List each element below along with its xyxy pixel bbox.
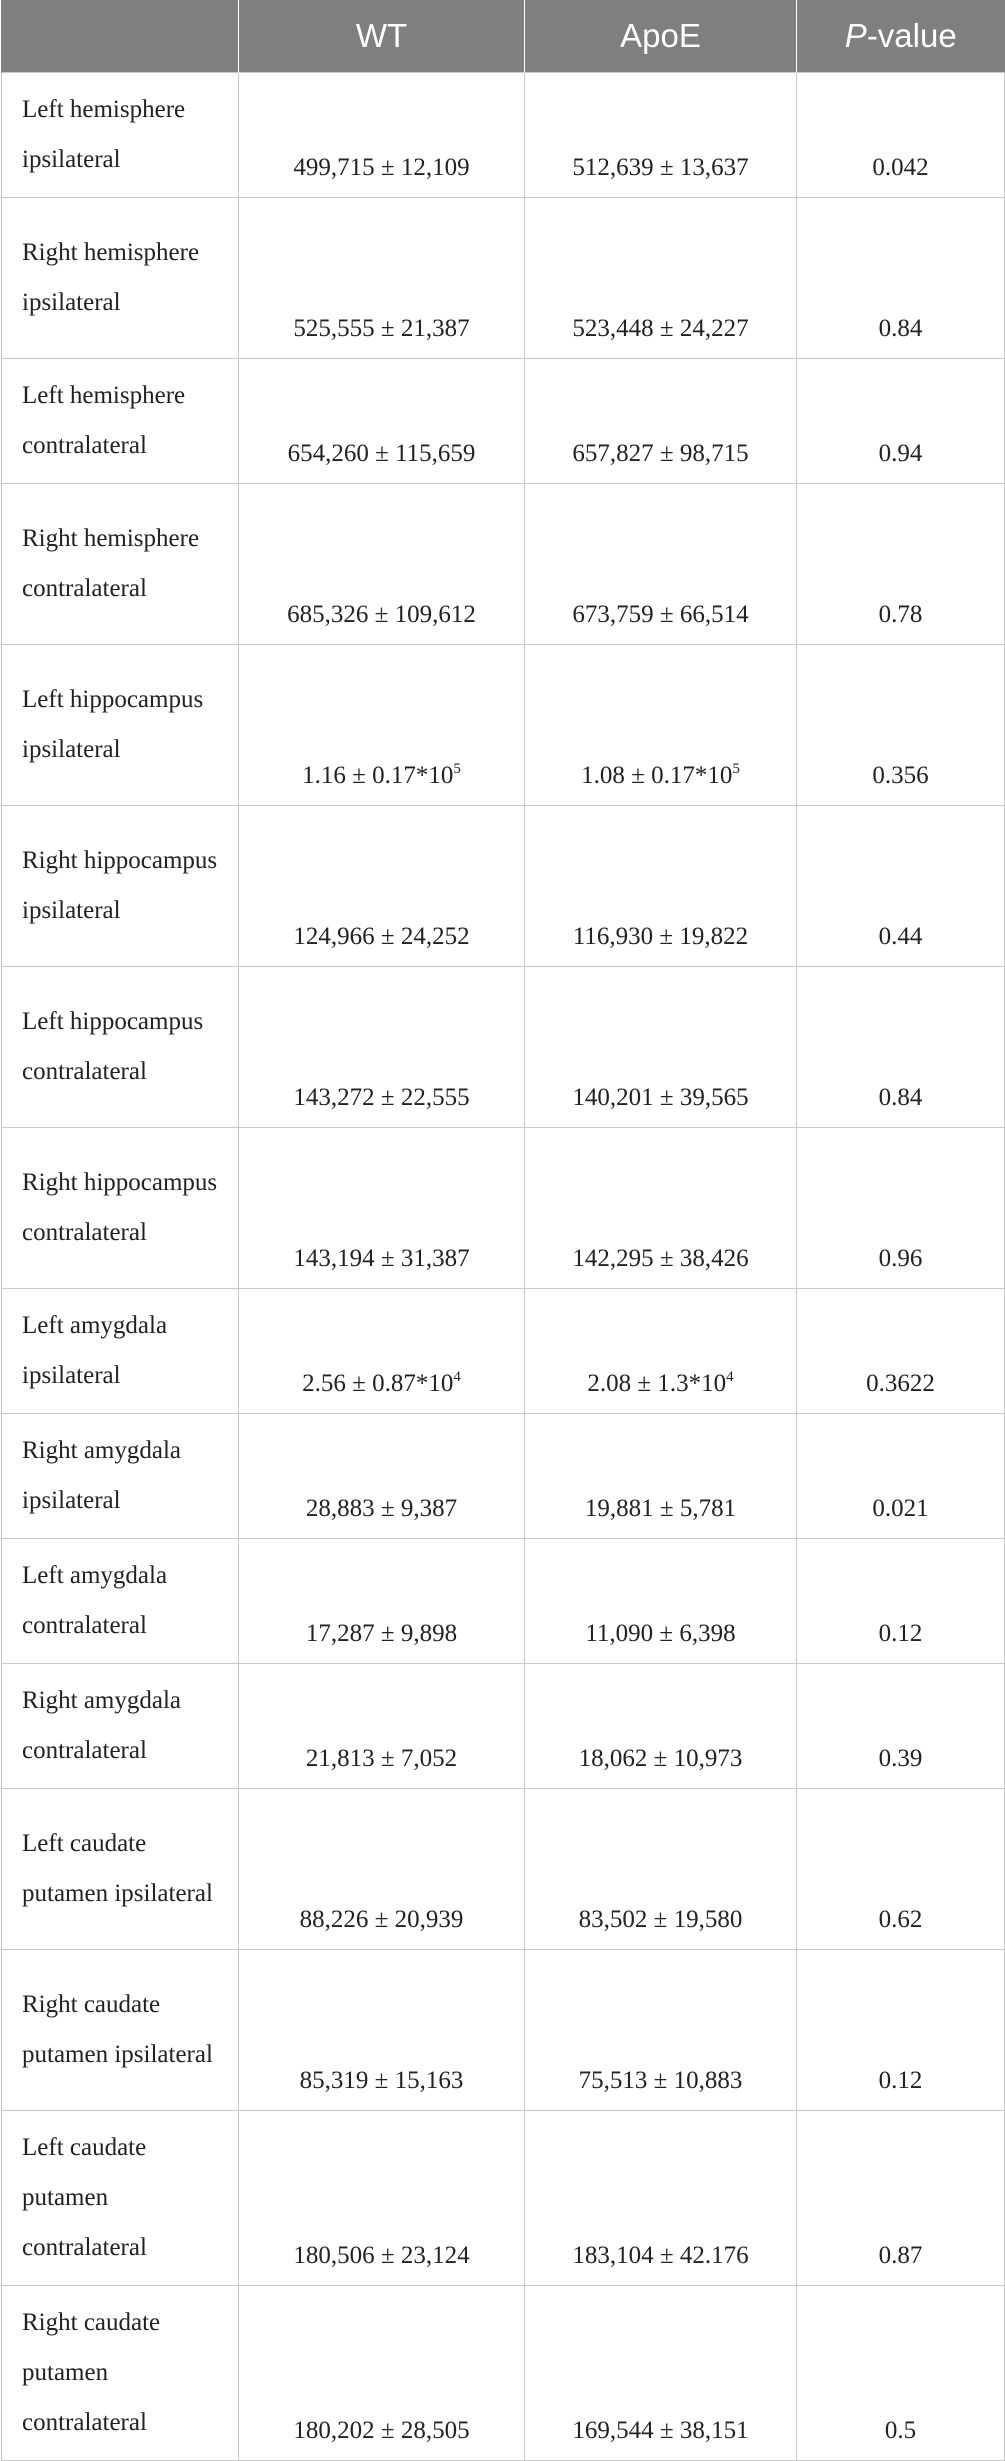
header-apoe: ApoE (525, 0, 797, 73)
table-row (2, 198, 1005, 359)
region-cell: Right caudate putamen ipsilateral (2, 1950, 239, 2111)
wt-exponent: 4 (453, 1369, 461, 1385)
region-cell: Left hippocampus ipsilateral (2, 645, 239, 806)
table-row (2, 1950, 1005, 2111)
table-row (2, 1789, 1005, 1950)
p-value-cell: 0.39 (797, 1664, 1005, 1789)
region-cell: Right amygdala ipsilateral (2, 1414, 239, 1539)
table-row (2, 73, 1005, 198)
wt-cell: 88,226 ± 20,939 (239, 1789, 525, 1950)
apoe-cell (525, 645, 797, 806)
region-cell: Left amygdala ipsilateral (2, 1289, 239, 1414)
p-value-cell: 0.87 (797, 2111, 1005, 2286)
apoe-base: 1.08 ± 0.17*10 (581, 762, 733, 789)
p-value-cell: 0.12 (797, 1950, 1005, 2111)
header-region (2, 0, 239, 73)
header-p-italic: P (844, 17, 867, 54)
table-row (2, 967, 1005, 1128)
data-table (1, 0, 1005, 2461)
table-row (2, 1539, 1005, 1664)
apoe-exponent: 5 (732, 761, 740, 777)
wt-cell (239, 645, 525, 806)
header-row (2, 0, 1005, 73)
table-row (2, 1289, 1005, 1414)
region-cell: Left caudate putamen ipsilateral (2, 1789, 239, 1950)
apoe-cell: 19,881 ± 5,781 (525, 1414, 797, 1539)
region-cell: Left hippocampus contralateral (2, 967, 239, 1128)
apoe-cell: 18,062 ± 10,973 (525, 1664, 797, 1789)
apoe-cell: 512,639 ± 13,637 (525, 73, 797, 198)
region-cell: Left hemisphere ipsilateral (2, 73, 239, 198)
wt-cell: 499,715 ± 12,109 (239, 73, 525, 198)
wt-cell: 685,326 ± 109,612 (239, 484, 525, 645)
region-cell: Right hemisphere ipsilateral (2, 198, 239, 359)
table-header (2, 0, 1005, 73)
header-p-value (797, 0, 1005, 73)
wt-cell: 525,555 ± 21,387 (239, 198, 525, 359)
region-cell: Left amygdala contralateral (2, 1539, 239, 1664)
wt-cell: 180,506 ± 23,124 (239, 2111, 525, 2286)
p-value-cell: 0.5 (797, 2286, 1005, 2461)
wt-cell: 143,272 ± 22,555 (239, 967, 525, 1128)
region-cell: Right hippocampus contralateral (2, 1128, 239, 1289)
table-row (2, 806, 1005, 967)
region-cell: Right hippocampus ipsilateral (2, 806, 239, 967)
apoe-cell: 183,104 ± 42.176 (525, 2111, 797, 2286)
table-row (2, 1664, 1005, 1789)
p-value-cell: 0.12 (797, 1539, 1005, 1664)
p-value-cell: 0.3622 (797, 1289, 1005, 1414)
apoe-cell: 83,502 ± 19,580 (525, 1789, 797, 1950)
wt-cell: 85,319 ± 15,163 (239, 1950, 525, 2111)
p-value-cell: 0.62 (797, 1789, 1005, 1950)
apoe-cell: 11,090 ± 6,398 (525, 1539, 797, 1664)
wt-base: 1.16 ± 0.17*10 (302, 762, 454, 789)
apoe-cell: 169,544 ± 38,151 (525, 2286, 797, 2461)
table-row (2, 2111, 1005, 2286)
wt-cell: 180,202 ± 28,505 (239, 2286, 525, 2461)
header-wt: WT (239, 0, 525, 73)
table-row (2, 1414, 1005, 1539)
apoe-cell: 75,513 ± 10,883 (525, 1950, 797, 2111)
p-value-cell: 0.96 (797, 1128, 1005, 1289)
table-row (2, 484, 1005, 645)
table-row (2, 645, 1005, 806)
wt-cell: 124,966 ± 24,252 (239, 806, 525, 967)
wt-exponent: 5 (453, 761, 461, 777)
wt-cell: 28,883 ± 9,387 (239, 1414, 525, 1539)
wt-base: 2.56 ± 0.87*10 (302, 1370, 454, 1397)
region-cell: Right hemisphere contralateral (2, 484, 239, 645)
header-p-rest: -value (866, 17, 957, 54)
apoe-base: 2.08 ± 1.3*10 (587, 1370, 727, 1397)
region-cell: Right caudate putamen contralateral (2, 2286, 239, 2461)
region-cell: Left caudate putamen contralateral (2, 2111, 239, 2286)
wt-cell: 143,194 ± 31,387 (239, 1128, 525, 1289)
apoe-cell: 523,448 ± 24,227 (525, 198, 797, 359)
p-value-cell: 0.356 (797, 645, 1005, 806)
region-cell: Left hemisphere contralateral (2, 359, 239, 484)
wt-cell: 17,287 ± 9,898 (239, 1539, 525, 1664)
table-body (2, 73, 1005, 2461)
region-cell: Right amygdala contralateral (2, 1664, 239, 1789)
apoe-cell: 140,201 ± 39,565 (525, 967, 797, 1128)
p-value-cell: 0.78 (797, 484, 1005, 645)
p-value-cell: 0.94 (797, 359, 1005, 484)
p-value-cell: 0.84 (797, 967, 1005, 1128)
table-row (2, 2286, 1005, 2461)
apoe-exponent: 4 (726, 1369, 734, 1385)
wt-cell (239, 1289, 525, 1414)
p-value-cell: 0.84 (797, 198, 1005, 359)
apoe-cell (525, 1289, 797, 1414)
p-value-cell: 0.44 (797, 806, 1005, 967)
apoe-cell: 116,930 ± 19,822 (525, 806, 797, 967)
wt-cell: 21,813 ± 7,052 (239, 1664, 525, 1789)
apoe-cell: 673,759 ± 66,514 (525, 484, 797, 645)
apoe-cell: 657,827 ± 98,715 (525, 359, 797, 484)
p-value-cell: 0.021 (797, 1414, 1005, 1539)
table-row (2, 359, 1005, 484)
wt-cell: 654,260 ± 115,659 (239, 359, 525, 484)
table-row (2, 1128, 1005, 1289)
apoe-cell: 142,295 ± 38,426 (525, 1128, 797, 1289)
p-value-cell: 0.042 (797, 73, 1005, 198)
